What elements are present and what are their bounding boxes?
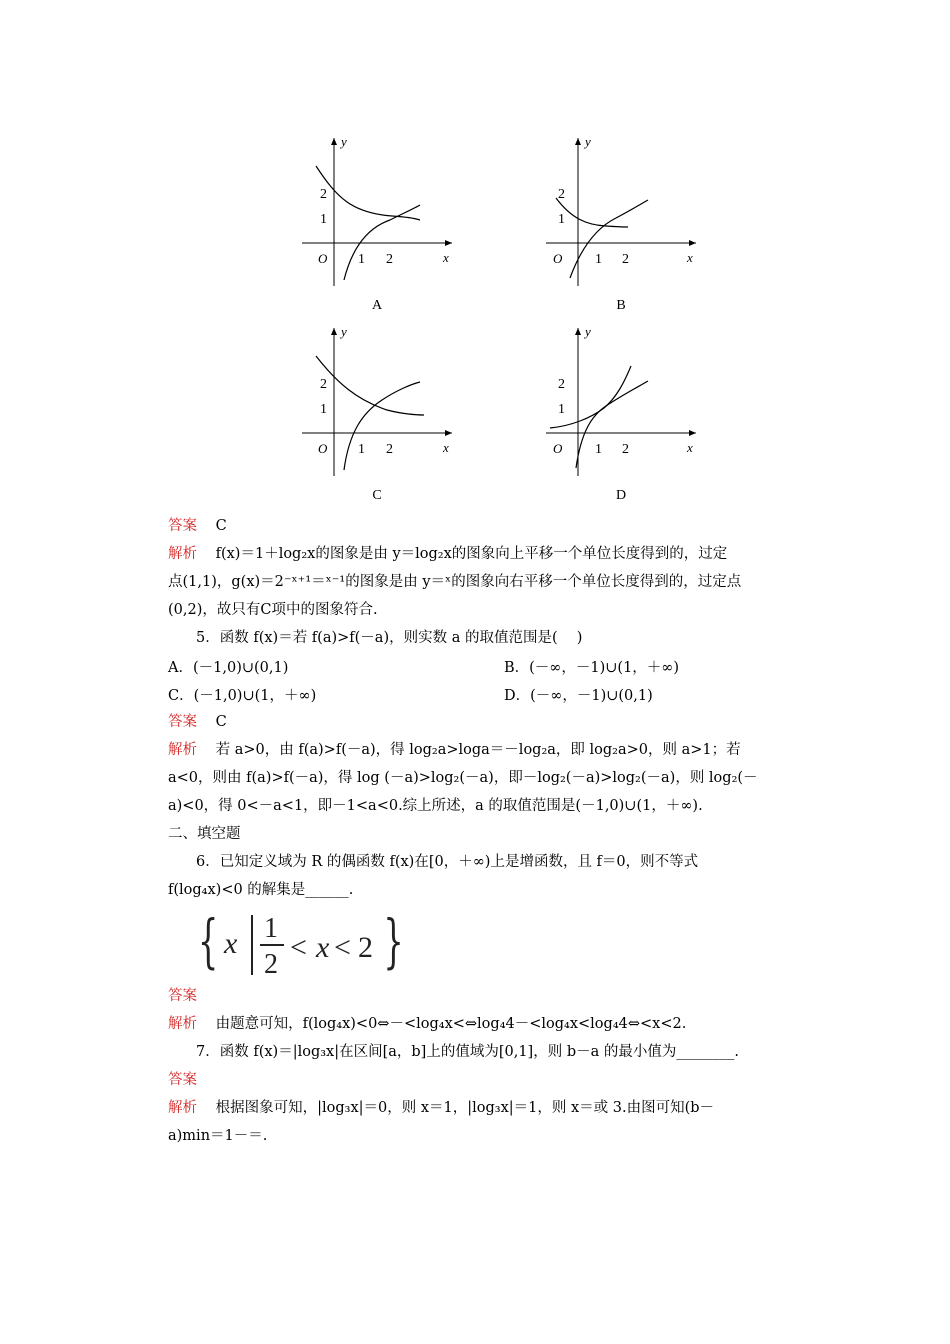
x-axis-label: x: [687, 440, 693, 455]
graph-b-svg: [536, 128, 706, 298]
analysis-text: 由题意可知，f(log₄x)<0⇔－<log₄x<⇔log₄4－<log₄x<log₄4⇔<x<2.: [215, 1016, 687, 1032]
q5-analysis-line-3: a)<0，得 0<－a<1，即－1<a<0.综上所述，a 的取值范围是(－1,0)∪(1，＋∞).: [168, 798, 703, 814]
tick-y-2: 2: [558, 187, 565, 202]
q7-stem: 7．函数 f(x)＝|log₃x|在区间[a，b]上的值域为[0,1]，则 b－a 的最小值为________.: [196, 1044, 739, 1060]
tick-y-2: 2: [558, 377, 565, 392]
graph-a-svg: [292, 128, 462, 298]
q4-analysis-line-2: 点(1,1)，g(x)＝2⁻ˣ⁺¹＝ˣ⁻¹的图象是由 y＝ˣ的图象向右平移一个单位长度得到的，过定点: [168, 574, 742, 590]
tick-y-1: 1: [320, 402, 327, 417]
origin-label: O: [553, 441, 563, 456]
q6-stem-line-1: 6．已知定义域为 R 的偶函数 f(x)在[0，＋∞)上是增函数，且 f＝0，则不等式: [196, 854, 699, 870]
graph-panel-a: [292, 128, 462, 318]
tick-x-2: 2: [386, 252, 393, 267]
tick-x-1: 1: [595, 442, 602, 457]
svg-text:}: }: [383, 908, 404, 976]
q5-option-a: A．(－1,0)∪(0,1): [168, 660, 289, 676]
q5-answer: [168, 712, 818, 732]
panel-label-b: B: [616, 298, 626, 313]
tick-y-1: 1: [320, 212, 327, 227]
analysis-label: 解析: [168, 1100, 197, 1116]
q4-analysis-line-3: (0,2)，故只有C项中的图象符合.: [168, 602, 378, 618]
x-axis-label: x: [443, 440, 449, 455]
q6-answer-set: [198, 903, 428, 981]
tick-x-1: 1: [358, 252, 365, 267]
tick-y-1: 1: [558, 402, 565, 417]
y-axis-label: y: [585, 324, 591, 339]
set-var: x: [224, 927, 238, 960]
analysis-label: 解析: [168, 742, 197, 758]
lt-1: <: [290, 931, 307, 964]
analysis-label: 解析: [168, 1016, 197, 1032]
q5-option-c: C．(－1,0)∪(1，＋∞): [168, 688, 317, 704]
answer-label: 答案: [168, 988, 197, 1004]
tick-x-2: 2: [386, 442, 393, 457]
graph-c-svg: [292, 318, 462, 488]
function-graphs: [282, 118, 706, 510]
tick-y-2: 2: [320, 377, 327, 392]
y-axis-label: y: [341, 134, 347, 149]
q5-analysis-line-1: [168, 740, 818, 760]
q7-analysis-line-1: [168, 1098, 818, 1118]
q5-option-d: D．(－∞，－1)∪(0,1): [504, 688, 653, 704]
q6-answer: [168, 986, 818, 1006]
frac-den: 2: [264, 949, 278, 980]
tick-y-2: 2: [320, 187, 327, 202]
y-axis-label: y: [585, 134, 591, 149]
origin-label: O: [318, 441, 328, 456]
answer-label: 答案: [168, 1072, 197, 1088]
q5-stem: 5．函数 f(x)＝若 f(a)>f(－a)，则实数 a 的取值范围是( ): [196, 630, 583, 646]
answer-value: C: [215, 714, 227, 730]
answer-label: 答案: [168, 518, 197, 534]
tick-x-2: 2: [622, 252, 629, 267]
origin-label: O: [553, 251, 563, 266]
panel-label-a: A: [371, 298, 383, 313]
panel-label-c: C: [372, 488, 382, 503]
graph-d-svg: [536, 318, 706, 488]
section-title: 二、填空题: [168, 826, 241, 842]
graph-panel-b: [536, 128, 706, 318]
answer-value: C: [215, 518, 227, 534]
set-notation: [198, 903, 428, 981]
tick-x-1: 1: [358, 442, 365, 457]
graph-panel-c: [292, 318, 462, 508]
origin-label: O: [318, 251, 328, 266]
x-axis-label: x: [687, 250, 693, 265]
tick-x-2: 2: [622, 442, 629, 457]
panel-label-d: D: [615, 488, 627, 503]
q7-answer: [168, 1070, 818, 1090]
q6-stem-line-2: f(log₄x)<0 的解集是______.: [168, 882, 354, 898]
svg-text:{: {: [198, 908, 219, 976]
answer-label: 答案: [168, 714, 197, 730]
analysis-text: 若 a>0，由 f(a)>f(－a)，得 log₂a>loga＝－log₂a，即 log₂a>0，则 a>1；若: [215, 742, 741, 758]
set-var-2: x: [316, 931, 330, 964]
tick-y-1: 1: [558, 212, 565, 227]
analysis-label: 解析: [168, 546, 197, 562]
q5-analysis-line-2: a<0，则由 f(a)>f(－a)，得 log (－a)>log₂(－a)，即－log₂(－a)>log₂(－a)，则 log₂(－: [168, 770, 758, 786]
x-axis-label: x: [443, 250, 449, 265]
q4-answer: [168, 516, 818, 536]
frac-num: 1: [264, 913, 278, 944]
graph-panel-d: [536, 318, 706, 508]
q5-option-b: B．(－∞，－1)∪(1，＋∞): [504, 660, 680, 676]
tick-x-1: 1: [595, 252, 602, 267]
q6-analysis: [168, 1014, 818, 1034]
q4-analysis-line-1: [168, 544, 818, 564]
q7-analysis-line-2: a)min＝1－＝.: [168, 1128, 268, 1144]
y-axis-label: y: [341, 324, 347, 339]
curve-exp: [316, 166, 420, 220]
upper-bound: 2: [358, 931, 373, 964]
analysis-text: 根据图象可知，|log₃x|＝0，则 x＝1，|log₃x|＝1，则 x＝或 3.由图可知(b－: [215, 1100, 715, 1116]
analysis-text: f(x)＝1＋log₂x的图象是由 y＝log₂x的图象向上平移一个单位长度得到的，过定: [215, 546, 728, 562]
lt-2: <: [334, 931, 351, 964]
